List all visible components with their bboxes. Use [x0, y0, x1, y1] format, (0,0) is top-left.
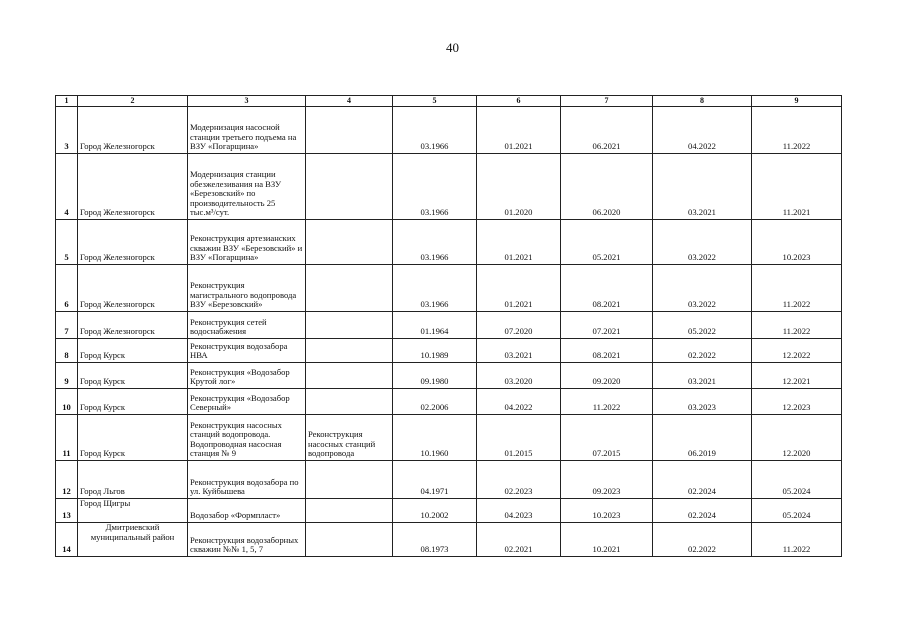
row-date-5: 03.1966	[393, 154, 477, 220]
row-date-7: 07.2021	[561, 312, 653, 339]
row-col4	[306, 363, 393, 389]
row-date-9: 11.2022	[752, 107, 842, 154]
row-place: Город Железногорск	[78, 107, 188, 154]
row-col4	[306, 339, 393, 363]
row-date-6: 04.2023	[477, 499, 561, 523]
row-date-8: 06.2019	[653, 415, 752, 461]
row-date-9: 05.2024	[752, 461, 842, 499]
table-row	[56, 499, 842, 523]
row-date-5: 03.1966	[393, 220, 477, 265]
row-col4	[306, 389, 393, 415]
row-date-8: 02.2022	[653, 523, 752, 557]
header-row	[56, 96, 842, 107]
row-col4	[306, 312, 393, 339]
row-project: Реконструкция магистрального водопровода ВЗУ «Березовский»	[188, 265, 306, 312]
row-date-7: 09.2023	[561, 461, 653, 499]
row-col4: Реконструкция насосных станций водопровода	[306, 415, 393, 461]
row-number: 11	[56, 415, 78, 461]
row-date-7: 11.2022	[561, 389, 653, 415]
table-row	[56, 389, 842, 415]
row-project: Реконструкция водозаборных скважин №№ 1, 5, 7	[188, 523, 306, 557]
row-place: Город Курск	[78, 339, 188, 363]
row-number: 5	[56, 220, 78, 265]
page-number: 40	[446, 40, 459, 55]
row-date-5: 10.1989	[393, 339, 477, 363]
row-date-5: 02.2006	[393, 389, 477, 415]
col-header: 4	[306, 96, 393, 107]
row-project: Реконструкция «Водозабор Крутой лог»	[188, 363, 306, 389]
row-place: Город Железногорск	[78, 312, 188, 339]
row-place: Город Курск	[78, 415, 188, 461]
row-project: Реконструкция водозабора НВА	[188, 339, 306, 363]
table-row	[56, 107, 842, 154]
row-date-5: 10.1960	[393, 415, 477, 461]
row-date-8: 02.2022	[653, 339, 752, 363]
row-date-5: 04.1971	[393, 461, 477, 499]
table-row	[56, 265, 842, 312]
row-project: Реконструкция «Водозабор Северный»	[188, 389, 306, 415]
row-col4	[306, 499, 393, 523]
table-row	[56, 523, 842, 557]
col-header: 5	[393, 96, 477, 107]
schedule-table	[55, 95, 842, 557]
table-row	[56, 339, 842, 363]
row-date-6: 01.2021	[477, 265, 561, 312]
row-date-7: 10.2021	[561, 523, 653, 557]
row-date-8: 02.2024	[653, 499, 752, 523]
row-number: 9	[56, 363, 78, 389]
table-row	[56, 415, 842, 461]
row-number: 4	[56, 154, 78, 220]
row-number: 14	[56, 523, 78, 557]
col-header: 7	[561, 96, 653, 107]
row-place: Город Железногорск	[78, 265, 188, 312]
row-date-9: 11.2021	[752, 154, 842, 220]
row-col4	[306, 523, 393, 557]
row-number: 6	[56, 265, 78, 312]
row-project: Реконструкция артезианских скважин ВЗУ «Березовский» и ВЗУ «Погарщина»	[188, 220, 306, 265]
row-date-9: 10.2023	[752, 220, 842, 265]
row-date-7: 05.2021	[561, 220, 653, 265]
row-date-8: 04.2022	[653, 107, 752, 154]
row-date-7: 06.2020	[561, 154, 653, 220]
col-header: 3	[188, 96, 306, 107]
row-date-6: 02.2021	[477, 523, 561, 557]
row-date-5: 09.1980	[393, 363, 477, 389]
row-date-8: 03.2021	[653, 154, 752, 220]
row-date-7: 08.2021	[561, 265, 653, 312]
row-date-7: 09.2020	[561, 363, 653, 389]
row-col4	[306, 220, 393, 265]
row-number: 7	[56, 312, 78, 339]
row-place: Город Железногорск	[78, 220, 188, 265]
table-row	[56, 312, 842, 339]
row-number: 8	[56, 339, 78, 363]
row-date-8: 02.2024	[653, 461, 752, 499]
row-date-7: 07.2015	[561, 415, 653, 461]
row-date-5: 10.2002	[393, 499, 477, 523]
row-date-6: 01.2015	[477, 415, 561, 461]
row-col4	[306, 265, 393, 312]
row-date-7: 06.2021	[561, 107, 653, 154]
row-number: 13	[56, 499, 78, 523]
row-col4	[306, 461, 393, 499]
row-date-5: 01.1964	[393, 312, 477, 339]
table-row	[56, 363, 842, 389]
row-date-9: 11.2022	[752, 265, 842, 312]
row-place: Город Железногорск	[78, 154, 188, 220]
row-place: Город Щигры	[78, 499, 188, 523]
row-date-6: 02.2023	[477, 461, 561, 499]
row-date-9: 12.2021	[752, 363, 842, 389]
row-date-9: 12.2023	[752, 389, 842, 415]
row-date-8: 03.2021	[653, 363, 752, 389]
row-project: Модернизация станции обезжелезивания на ВЗУ «Березовский» по производительность 25 тыс.м³/сут.	[188, 154, 306, 220]
row-date-6: 03.2021	[477, 339, 561, 363]
col-header: 8	[653, 96, 752, 107]
row-project: Реконструкция сетей водоснабжения	[188, 312, 306, 339]
row-date-6: 04.2022	[477, 389, 561, 415]
row-date-8: 05.2022	[653, 312, 752, 339]
row-date-5: 03.1966	[393, 265, 477, 312]
col-header: 1	[56, 96, 78, 107]
row-date-7: 08.2021	[561, 339, 653, 363]
row-date-8: 03.2023	[653, 389, 752, 415]
row-number: 10	[56, 389, 78, 415]
row-number: 3	[56, 107, 78, 154]
row-project: Водозабор «Формпласт»	[188, 499, 306, 523]
row-date-6: 01.2021	[477, 220, 561, 265]
row-date-9: 12.2020	[752, 415, 842, 461]
row-date-8: 03.2022	[653, 265, 752, 312]
row-date-7: 10.2023	[561, 499, 653, 523]
table-row	[56, 461, 842, 499]
col-header: 9	[752, 96, 842, 107]
row-date-8: 03.2022	[653, 220, 752, 265]
row-place: Город Курск	[78, 389, 188, 415]
row-date-5: 08.1973	[393, 523, 477, 557]
table-row	[56, 220, 842, 265]
col-header: 2	[78, 96, 188, 107]
row-project: Реконструкция насосных станций водопровода. Водопроводная насосная станция № 9	[188, 415, 306, 461]
row-date-9: 11.2022	[752, 523, 842, 557]
row-place: Город Льгов	[78, 461, 188, 499]
row-date-6: 03.2020	[477, 363, 561, 389]
row-date-6: 01.2020	[477, 154, 561, 220]
row-col4	[306, 107, 393, 154]
row-place: Город Курск	[78, 363, 188, 389]
table-row	[56, 154, 842, 220]
row-date-6: 01.2021	[477, 107, 561, 154]
row-col4	[306, 154, 393, 220]
row-project: Реконструкция водозабора по ул. Куйбышева	[188, 461, 306, 499]
row-date-9: 12.2022	[752, 339, 842, 363]
row-date-6: 07.2020	[477, 312, 561, 339]
row-date-5: 03.1966	[393, 107, 477, 154]
row-project: Модернизация насосной станции третьего подъема на ВЗУ «Погарщина»	[188, 107, 306, 154]
col-header: 6	[477, 96, 561, 107]
row-place: Дмитриевский муниципальный район	[78, 523, 188, 557]
row-date-9: 05.2024	[752, 499, 842, 523]
row-number: 12	[56, 461, 78, 499]
row-date-9: 11.2022	[752, 312, 842, 339]
